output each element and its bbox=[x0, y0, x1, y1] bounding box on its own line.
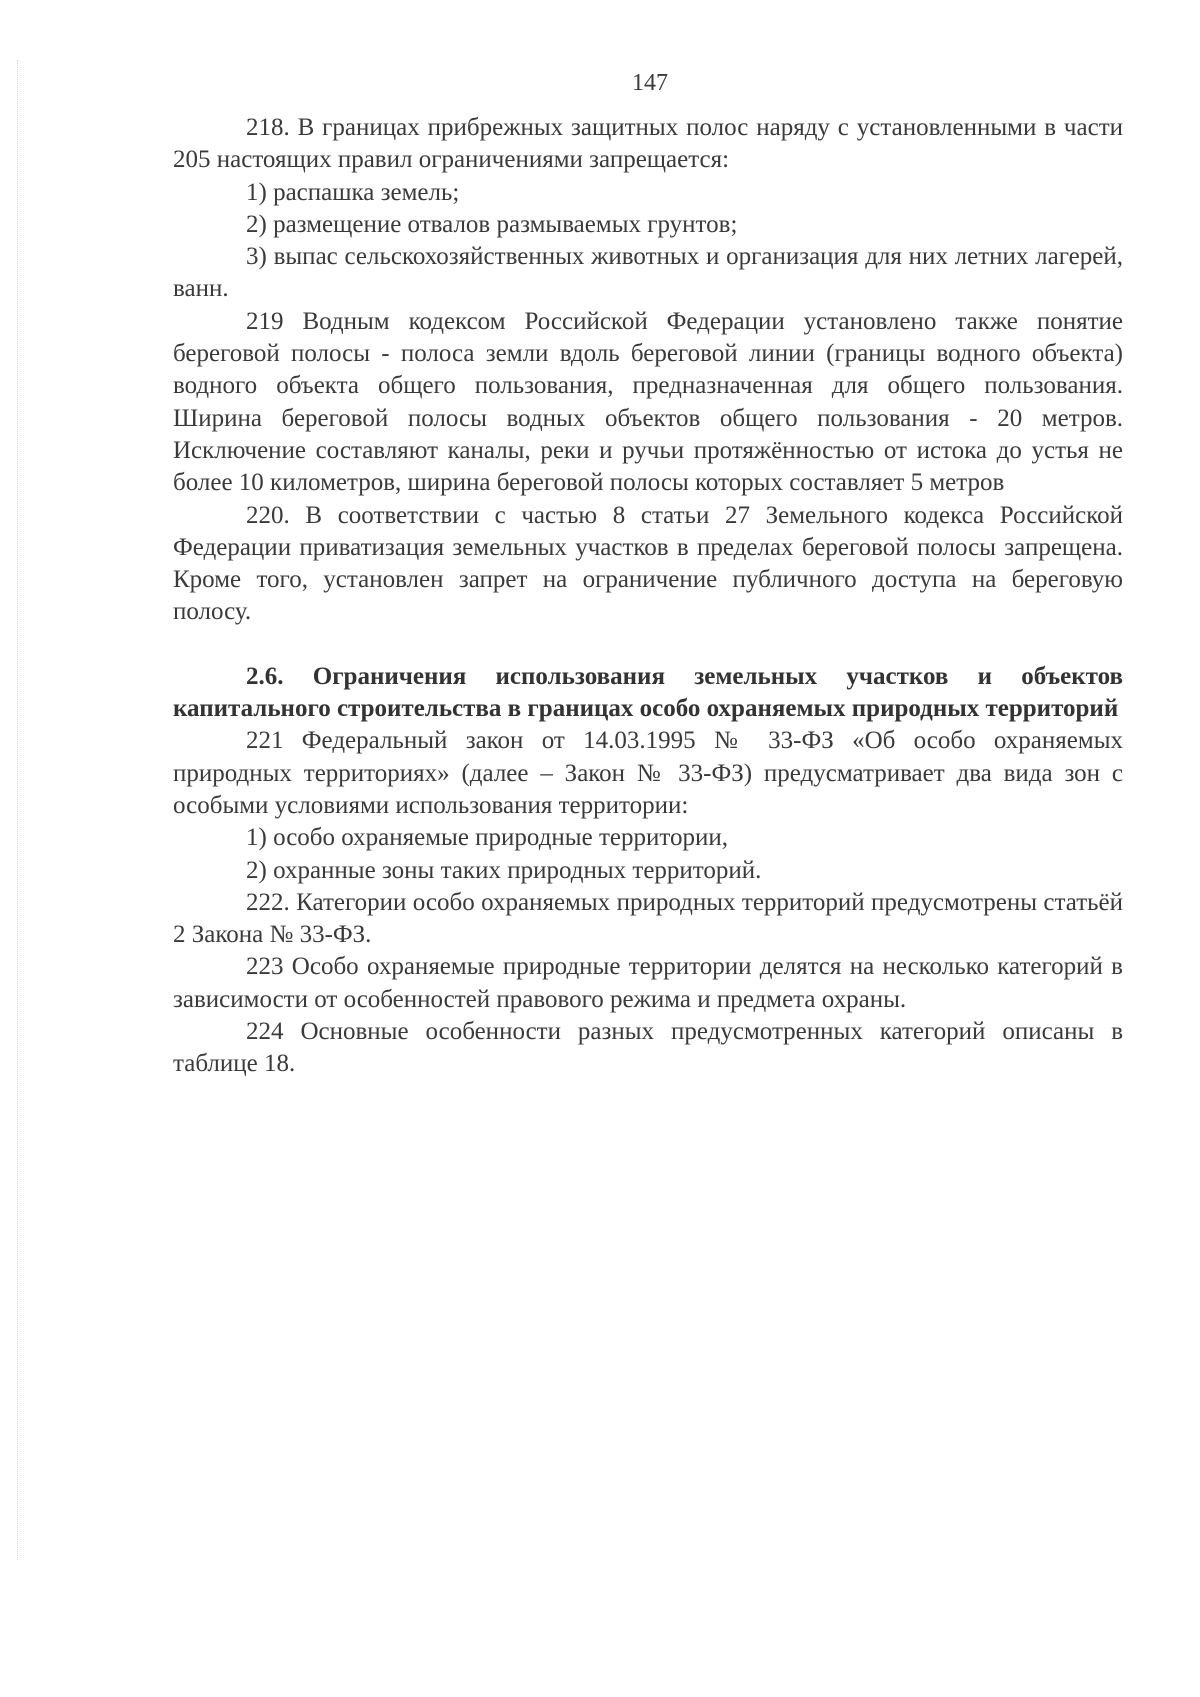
list-item-218-3: 3) выпас сельскохозяйственных животных и организация для них летних лагерей, ванн. bbox=[173, 243, 1123, 303]
paragraph-222: 222. Категории особо охраняемых природных территорий предусмотрены статьёй 2 Закона № 33-ФЗ. bbox=[173, 888, 1123, 949]
list-item-218-2: 2) размещение отвалов размываемых грунтов; bbox=[246, 210, 738, 238]
section-heading-2-6: 2.6. Ограничения использования земельных участков и объектов капитального строительства в границах особо охраняемых природных территорий bbox=[173, 662, 1123, 723]
document-body bbox=[173, 112, 1123, 1081]
paragraph-223: 223 Особо охраняемые природные территории делятся на несколько категорий в зависимости от особенностей правового режима и предмета охраны. bbox=[173, 953, 1123, 1013]
list-item-221-1: 1) особо охраняемые природные территории, bbox=[246, 824, 728, 852]
page-number: 147 bbox=[632, 70, 668, 96]
paragraph-224: 224 Основные особенности разных предусмотренных категорий описаны в таблице 18. bbox=[173, 1018, 1123, 1078]
paragraph-218: 218. В границах прибрежных защитных полос наряду с установленными в части 205 настоящих правил ограничениями запрещается: bbox=[173, 114, 1123, 174]
scan-edge-line bbox=[17, 60, 18, 1560]
paragraph-221: 221 Федеральный закон от 14.03.1995 № 33-ФЗ «Об особо охраняемых природных территориях» (далее – Закон № 33-ФЗ) предусматривает два вида зон с особыми условиями использования территории: bbox=[173, 727, 1123, 819]
list-item-221-2: 2) охранные зоны таких природных территорий. bbox=[246, 856, 762, 884]
list-item-218-1: 1) распашка земель; bbox=[246, 178, 460, 206]
paragraph-220: 220. В соответствии с частью 8 статьи 27 Земельного кодекса Российской Федерации приватизация земельных участков в пределах береговой полосы запрещена. Кроме того, установлен запрет на ограничение публичного доступа на береговую полосу. bbox=[173, 501, 1123, 626]
paragraph-219: 219 Водным кодексом Российской Федерации установлено также понятие береговой полосы - полоса земли вдоль береговой линии (границы водного объекта) водного объекта общего пользования, предназначенная для общего пользования. Ширина береговой полосы водных объектов общего пользования - 20 метров. Исключение составляют каналы, реки и ручьи протяжённостью от истока до устья не более 10 километров, ширина береговой полосы которых составляет 5 метров bbox=[173, 307, 1123, 497]
